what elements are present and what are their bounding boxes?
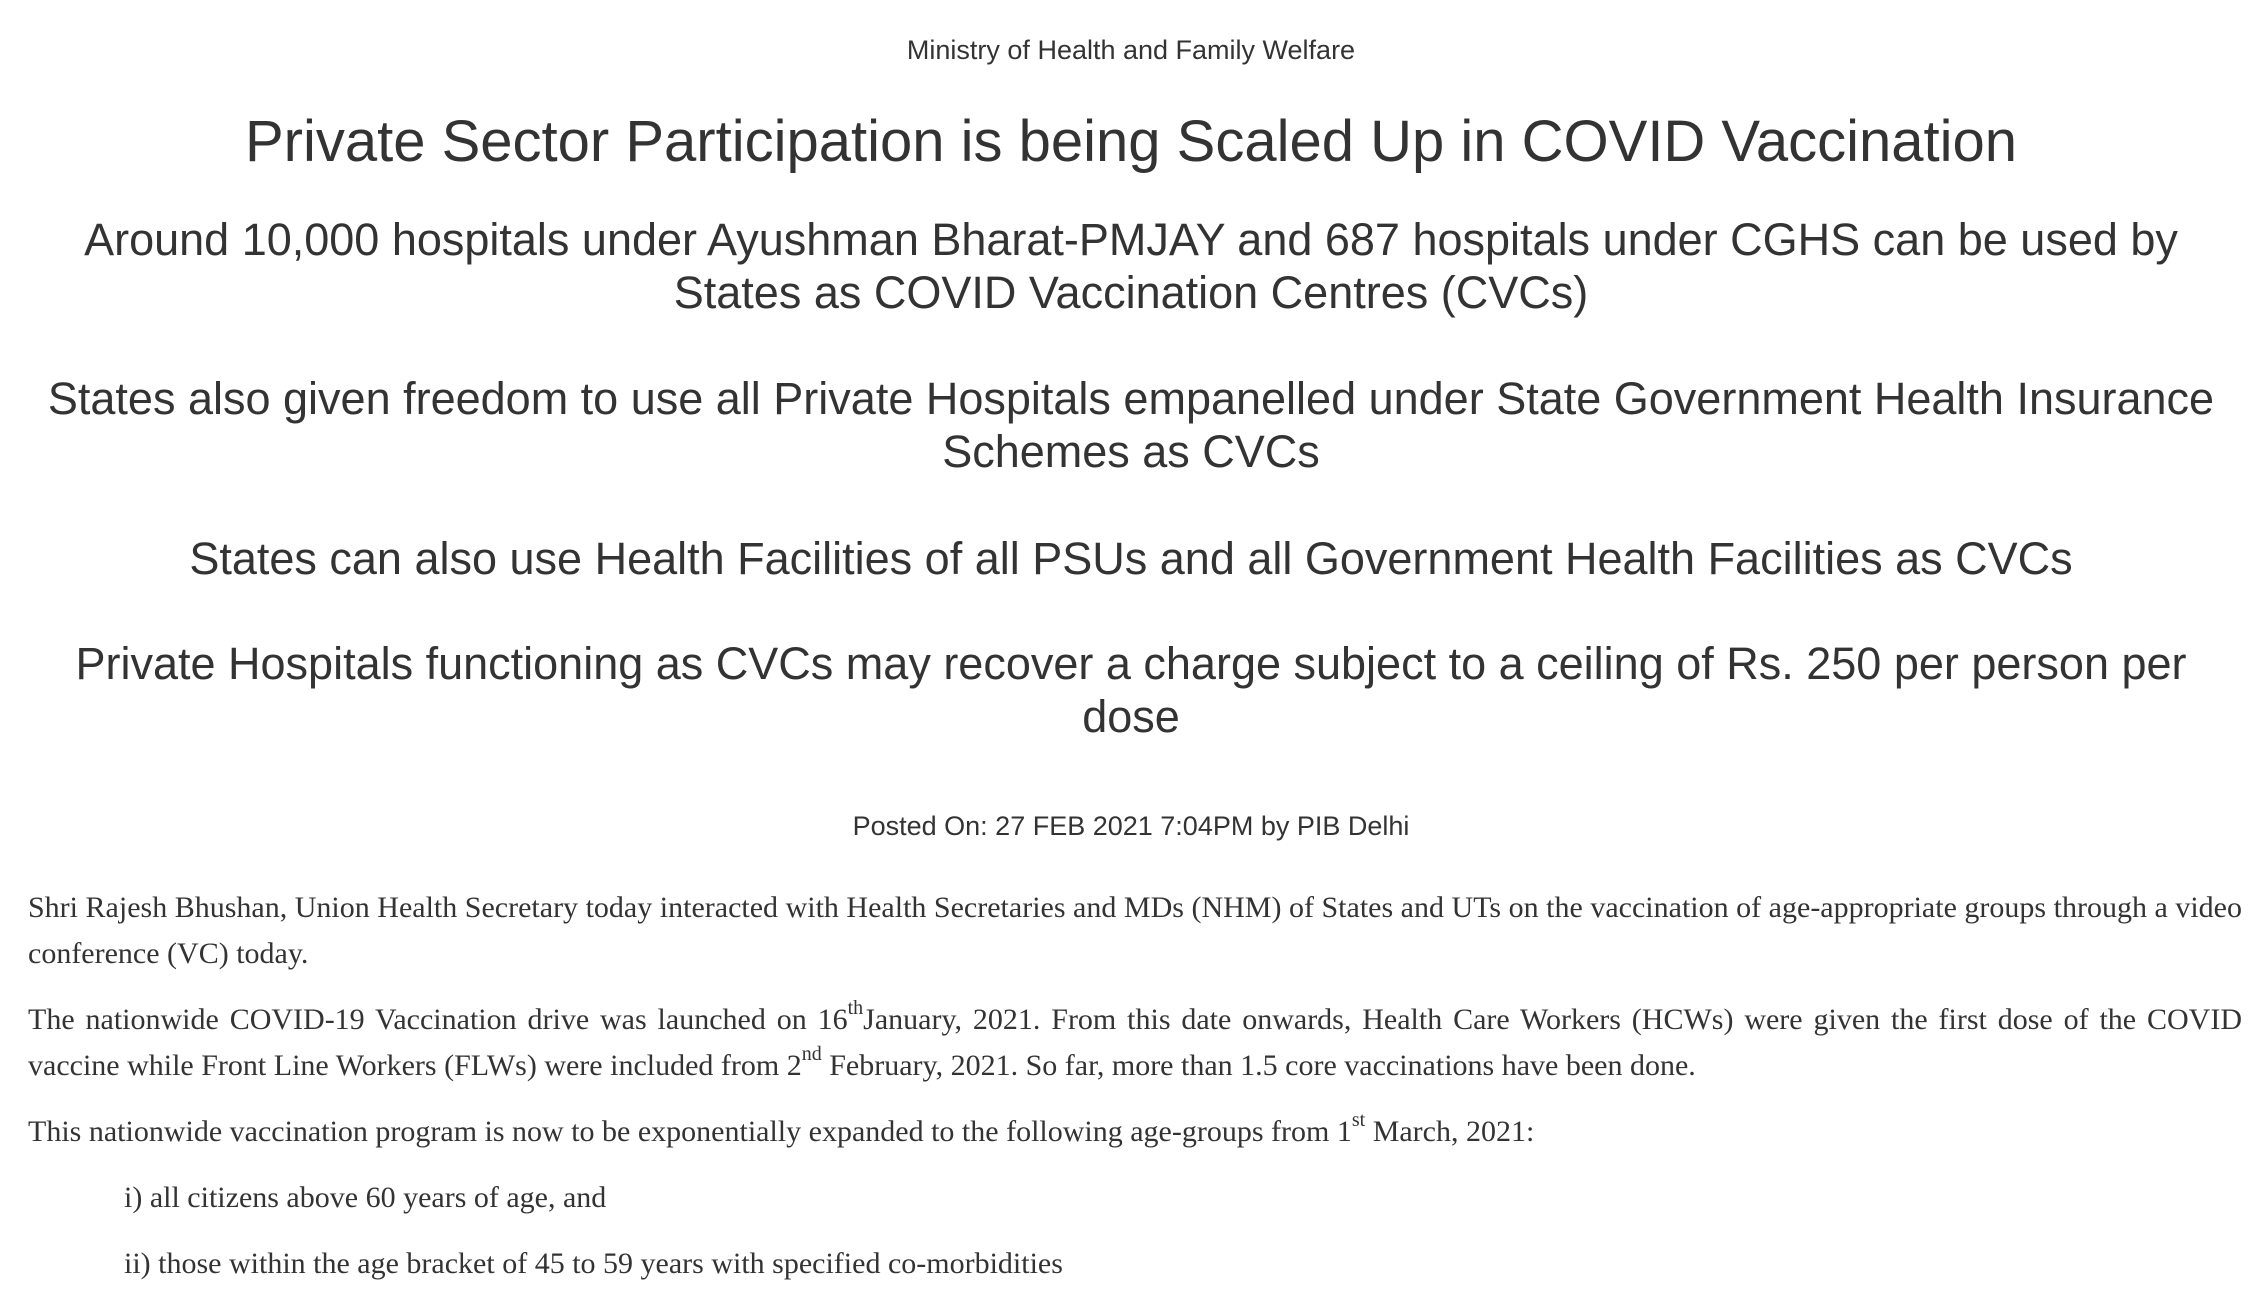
posted-on: Posted On: 27 FEB 2021 7:04PM by PIB Delhi bbox=[852, 811, 1410, 841]
superscript-nd: nd bbox=[801, 1043, 822, 1065]
paragraph-2 bbox=[28, 997, 2242, 1089]
paragraph-2-text-a: The nationwide COVID-19 Vaccination drive was launched on 16 bbox=[28, 1003, 848, 1036]
paragraph-3 bbox=[28, 1109, 2242, 1155]
ministry-name: Ministry of Health and Family Welfare bbox=[906, 35, 1356, 65]
superscript-st: st bbox=[1351, 1109, 1366, 1131]
subheading-4: Private Hospitals functioning as CVCs may recover a charge subject to a ceiling of Rs. 250 per person per dose bbox=[75, 638, 2187, 742]
list-item: ii) those within the age bracket of 45 to 59 years with specified co-morbidities bbox=[124, 1247, 1063, 1280]
paragraph-3-text-a: This nationwide vaccination program is now to be exponentially expanded to the following age-groups from 1 bbox=[28, 1115, 1352, 1148]
list-item: i) all citizens above 60 years of age, and bbox=[124, 1181, 607, 1214]
page-title: Private Sector Participation is being Scaled Up in COVID Vaccination bbox=[244, 109, 2017, 174]
subheading-2: States also given freedom to use all Private Hospitals empanelled under State Government Health Insurance Schemes as CVCs bbox=[47, 373, 2215, 477]
subheading-3: States can also use Health Facilities of all PSUs and all Government Health Facilities as CVCs bbox=[189, 533, 2073, 584]
subheading-1: Around 10,000 hospitals under Ayushman Bharat-PMJAY and 687 hospitals under CGHS can be used by States as COVID Vaccination Centres (CVCs) bbox=[84, 214, 2178, 318]
paragraph-2-text-b: January, 2021. From this date onwards, Health Care Workers (HCWs) were given the first dose of the COVID vaccine while Front Line Workers (FLWs) were included from 2 bbox=[28, 1003, 2242, 1082]
paragraph-1: Shri Rajesh Bhushan, Union Health Secretary today interacted with Health Secretaries and MDs (NHM) of States and UTs on the vaccination of age-appropriate groups through a video conference (VC) today. bbox=[28, 891, 2242, 970]
superscript-th: th bbox=[847, 997, 864, 1019]
paragraph-2-text-c: February, 2021. So far, more than 1.5 core vaccinations have been done. bbox=[821, 1049, 1696, 1082]
paragraph-3-text-b: March, 2021: bbox=[1365, 1115, 1535, 1148]
